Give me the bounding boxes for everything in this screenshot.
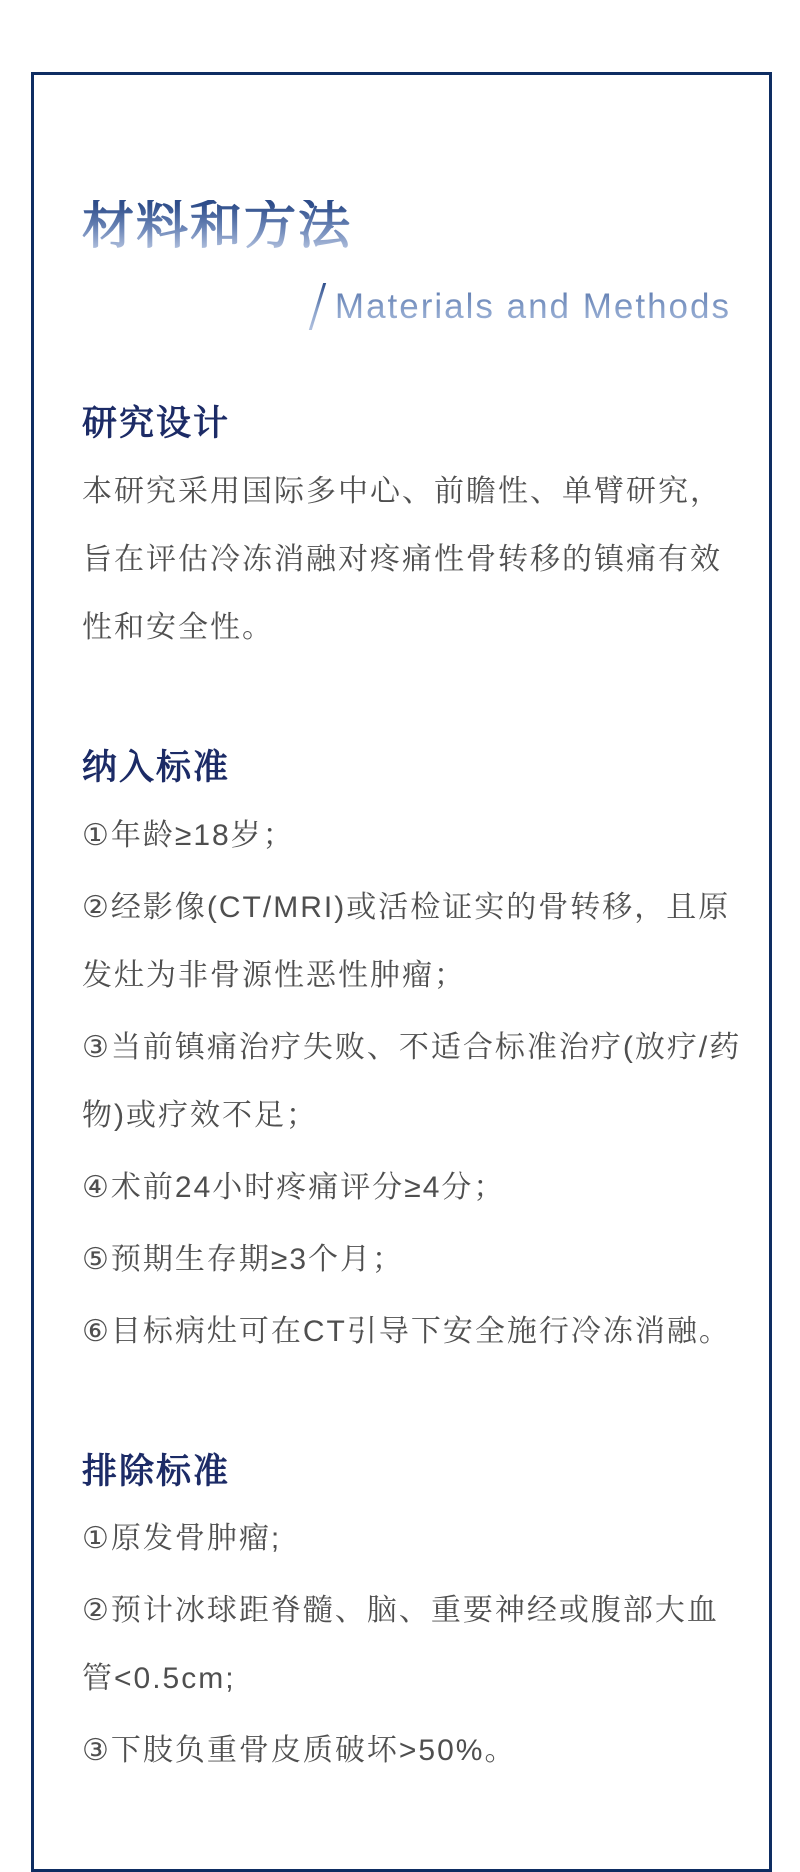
page-subtitle-text: Materials and Methods — [335, 289, 731, 330]
section-body — [82, 802, 749, 1366]
page-title: 材料和方法 — [82, 197, 353, 255]
section-heading: 研究设计 — [82, 404, 231, 443]
slash-decoration-icon — [309, 283, 326, 330]
section-body — [82, 458, 749, 662]
paragraph: ⑥目标病灶可在CT引导下安全施行冷冻消融。 — [82, 1314, 731, 1348]
section-1 — [82, 747, 749, 1366]
paragraph: ③下肢负重骨皮质破坏>50%。 — [82, 1734, 517, 1768]
paragraph: ②预计冰球距脊髓、脑、重要神经或腹部大血管<0.5cm; — [82, 1594, 719, 1696]
paragraph: ④术前24小时疼痛评分≥4分； — [82, 1170, 506, 1204]
paragraph: ①年龄≥18岁； — [82, 818, 295, 852]
paragraph: ③当前镇痛治疗失败、不适合标准治疗(放疗/药物)或疗效不足； — [82, 1030, 742, 1132]
paragraph: 本研究采用国际多中心、前瞻性、单臂研究，旨在评估冷冻消融对疼痛性骨转移的镇痛有效性和安全性。 — [82, 474, 722, 644]
paragraph: ②经影像(CT/MRI)或活检证实的骨转移，且原发灶为非骨源性恶性肿瘤； — [82, 890, 731, 992]
section-0 — [82, 406, 749, 662]
section-heading: 排除标准 — [82, 1451, 231, 1491]
sections-container — [82, 406, 749, 1785]
section-heading: 纳入标准 — [82, 747, 231, 787]
content-card — [31, 72, 772, 1872]
section-body — [82, 1505, 749, 1785]
page-subtitle — [48, 280, 731, 330]
paragraph: ⑤预期生存期≥3个月； — [82, 1242, 405, 1276]
paragraph: ①原发骨肿瘤; — [82, 1522, 282, 1556]
section-2 — [82, 1451, 749, 1786]
